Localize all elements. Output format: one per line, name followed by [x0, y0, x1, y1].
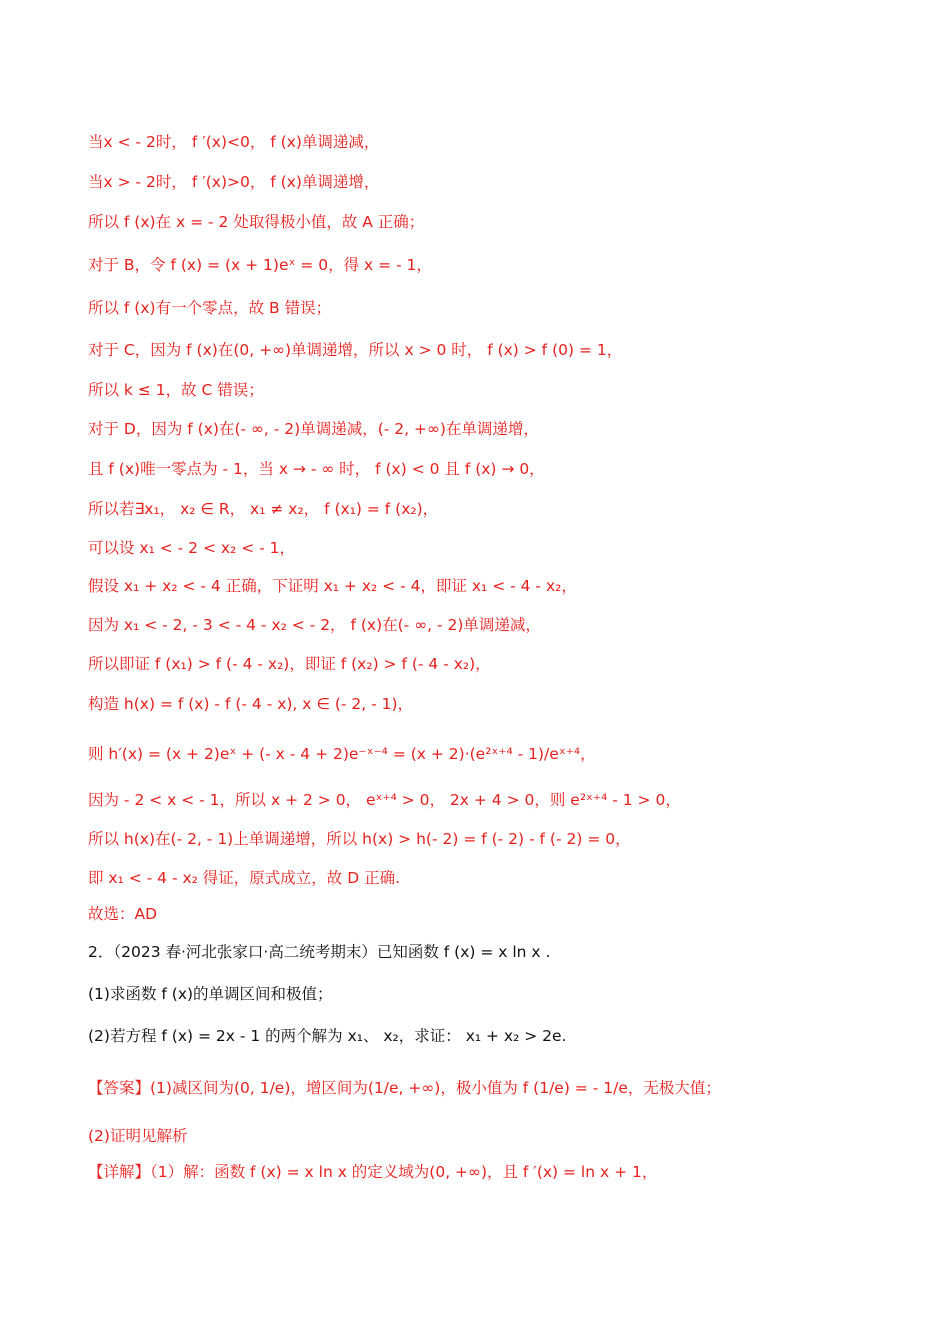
answer-line-1: 【答案】(1)减区间为(0, 1/e)，增区间为(1/e, +∞)，极小值为 f (1/e) = - 1/e，无极大值；	[88, 1079, 721, 1097]
solution-line-3: 所以 f (x)在 x = - 2 处取得极小值，故 A 正确；	[88, 213, 425, 231]
solution-line-10: 所以若∃x₁， x₂ ∈ R， x₁ ≠ x₂， f (x₁) = f (x₂)，	[88, 500, 439, 518]
solution-line-9: 且 f (x)唯一零点为 - 1，当 x → - ∞ 时， f (x) < 0 且 f (x) → 0，	[88, 460, 545, 478]
solution-line-17: 因为 - 2 < x < - 1，所以 x + 2 > 0， eˣ⁺⁴ > 0， 2x + 4 > 0，则 e²ˣ⁺⁴ - 1 > 0，	[88, 791, 681, 809]
solution-line-2: 当x > - 2时， f ′(x)>0， f (x)单调递增，	[88, 173, 380, 191]
solution-line-15: 构造 h(x) = f (x) - f (- 4 - x), x ∈ (- 2, - 1)，	[88, 695, 414, 713]
problem-2-part-1: (1)求函数 f (x)的单调区间和极值；	[88, 985, 333, 1003]
problem-2-part-2: (2)若方程 f (x) = 2x - 1 的两个解为 x₁、 x₂，求证： x₁ + x₂ > 2e.	[88, 1027, 567, 1045]
answer-line-2: (2)证明见解析	[88, 1127, 188, 1145]
solution-line-8: 对于 D，因为 f (x)在(- ∞, - 2)单调递减，(- 2, +∞)在单调递增，	[88, 420, 539, 438]
solution-line-19: 即 x₁ < - 4 - x₂ 得证，原式成立，故 D 正确.	[88, 869, 401, 887]
solution-line-18: 所以 h(x)在(- 2, - 1)上单调递增，所以 h(x) > h(- 2) = f (- 2) - f (- 2) = 0，	[88, 830, 631, 848]
solution-line-7: 所以 k ≤ 1，故 C 错误；	[88, 381, 264, 399]
solution-line-14: 所以即证 f (x₁) > f (- 4 - x₂)，即证 f (x₂) > f (- 4 - x₂)，	[88, 655, 491, 673]
solution-line-13: 因为 x₁ < - 2, - 3 < - 4 - x₂ < - 2， f (x)在(- ∞, - 2)单调递减，	[88, 616, 541, 634]
solution-line-6: 对于 C，因为 f (x)在(0, +∞)单调递增，所以 x > 0 时， f (x) > f (0) = 1，	[88, 341, 623, 359]
solution-line-5: 所以 f (x)有一个零点，故 B 错误；	[88, 299, 332, 317]
detail-line-1: 【详解】（1）解：函数 f (x) = x ln x 的定义域为(0, +∞)，且 f ′(x) = ln x + 1，	[88, 1163, 658, 1181]
solution-line-16: 则 h′(x) = (x + 2)eˣ + (- x - 4 + 2)e⁻ˣ⁻⁴ = (x + 2)·(e²ˣ⁺⁴ - 1)/eˣ⁺⁴，	[88, 745, 596, 763]
solution-line-4: 对于 B，令 f (x) = (x + 1)eˣ = 0，得 x = - 1，	[88, 256, 432, 274]
solution-line-12: 假设 x₁ + x₂ < - 4 正确，下证明 x₁ + x₂ < - 4，即证 x₁ < - 4 - x₂，	[88, 577, 577, 595]
final-choice: 故选：AD	[88, 905, 158, 923]
solution-line-11: 可以设 x₁ < - 2 < x₂ < - 1，	[88, 539, 295, 557]
problem-2-header: 2．（2023 春·河北张家口·高二统考期末）已知函数 f (x) = x ln x .	[88, 943, 551, 961]
solution-line-1: 当x < - 2时， f ′(x)<0， f (x)单调递减，	[88, 133, 380, 151]
